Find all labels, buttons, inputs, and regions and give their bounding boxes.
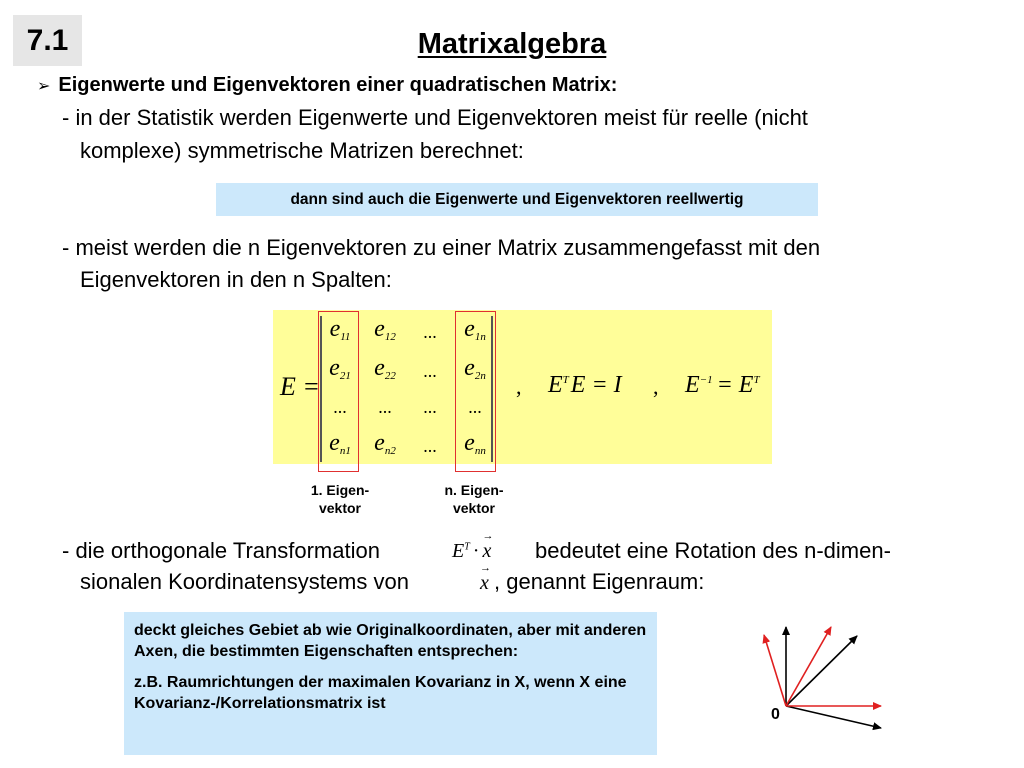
rotated-axis-arrow-icon: [786, 627, 831, 706]
matrix-cell: ...: [423, 436, 437, 456]
note-eigenspace: [124, 612, 657, 755]
paragraph-1-line-1: - in der Statistik werden Eigenwerte und Eigenvektoren meist für reelle (nicht: [62, 105, 808, 130]
orthogonality-equation: $E^TE = I$: [548, 372, 622, 398]
vector-x-formula: → x: [480, 562, 491, 594]
arrow-bullet-icon: ➢: [37, 78, 51, 95]
matrix-cell: ...: [423, 322, 437, 342]
note-eigenspace-para-2: z.B. Raumrichtungen der maximalen Kovarianz in X, wenn X eine Kovarianz-/Korrelationsmatrix ist: [134, 674, 627, 712]
matrix-cell: $e_{1n}$: [464, 316, 486, 343]
matrix-lhs: E =: [280, 372, 320, 401]
slide-title: Matrixalgebra: [417, 28, 607, 60]
matrix-cell: $e_{n1}$: [329, 430, 351, 457]
matrix-cell: $e_{11}$: [329, 316, 351, 343]
rotated-axis-arrow-icon: [764, 635, 786, 706]
original-axis-arrow-icon: [786, 706, 881, 728]
matrix-cell: ...: [378, 397, 392, 417]
paragraph-3-line-1-pre: - die orthogonale Transformation: [62, 538, 380, 563]
heading-text: Eigenwerte und Eigenvektoren einer quadratischen Matrix:: [58, 74, 618, 96]
paragraph-2-line-2: Eigenvektoren in den n Spalten:: [80, 267, 392, 292]
matrix-cell: $e_{21}$: [329, 355, 351, 382]
matrix-cell: $e_{12}$: [374, 316, 396, 343]
note-real-valued: dann sind auch die Eigenwerte und Eigenvektoren reellwertig: [216, 183, 818, 216]
separator-comma-1: ,: [516, 374, 522, 399]
matrix-cell: $e_{2n}$: [464, 355, 486, 382]
vector-arrow-icon: →: [482, 530, 494, 542]
vector-arrow-icon: →: [480, 562, 491, 574]
caption-last-eigenvector: n. Eigen- vektor: [444, 482, 504, 516]
section-number-badge: 7.1: [13, 15, 82, 66]
rotated-axes: [764, 627, 881, 706]
paragraph-3-line-2-pre: sionalen Koordinatensystems von: [80, 569, 409, 594]
axis-rotation-diagram: [740, 610, 900, 740]
paragraph-2-line-1: - meist werden die n Eigenvektoren zu einer Matrix zusammengefasst mit den: [62, 235, 821, 260]
matrix-cell: ...: [423, 397, 437, 417]
first-eigenvector-highlight: [318, 311, 359, 472]
matrix-cell: $e_{n2}$: [374, 430, 396, 457]
separator-comma-2: ,: [653, 374, 659, 399]
last-eigenvector-highlight: [455, 311, 496, 472]
matrix-cell: ...: [468, 397, 482, 417]
inverse-equation: $E^{-1} = E^T$: [685, 372, 760, 398]
caption-first-eigenvector: 1. Eigen- vektor: [310, 482, 370, 516]
matrix-cell: ...: [423, 361, 437, 381]
note-eigenspace-para-1: deckt gleiches Gebiet ab wie Originalkoordinaten, aber mit anderen Axen, die bestimmten Eigenschaften entsprechen:: [134, 622, 647, 660]
transformation-formula: $E^T$ · → x: [452, 530, 494, 562]
matrix-cell: $e_{nn}$: [464, 430, 486, 457]
paragraph-1-line-2: komplexe) symmetrische Matrizen berechnet:: [80, 138, 524, 163]
section-heading: [37, 74, 617, 97]
origin-label: 0: [771, 706, 780, 723]
original-axis-arrow-icon: [786, 636, 857, 706]
matrix-cell: ...: [333, 397, 347, 417]
paragraph-3-line-2-post: , genannt Eigenraum:: [494, 569, 705, 594]
paragraph-3-line-1-post: bedeutet eine Rotation des n-dimen-: [535, 538, 891, 563]
matrix-cell: $e_{22}$: [374, 355, 396, 382]
original-axes: [786, 627, 881, 728]
